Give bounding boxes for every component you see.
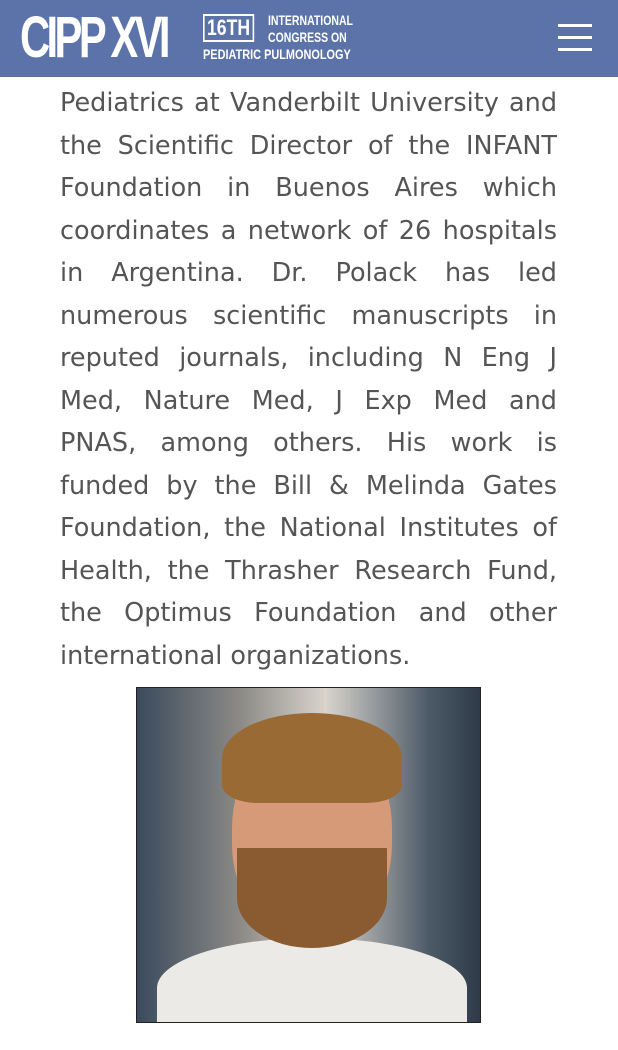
speaker-photo: [136, 687, 481, 1023]
speaker-bio: Pediatrics at Vanderbilt University and the Scientific Director of the INFANT Foundation in Buenos Aires which coordinates a network of 26 hospitals in Argentina. Dr. Polack has led numerous scientific manuscripts in reputed journals, including N Eng J Med, Nature Med, J Exp Med and PNAS, among others. His work is funded by the Bill & Melinda Gates Foundation, the National Institutes of Health, the Thrasher Research Fund, the Optimus Foundation and other international organizations.: [60, 88, 557, 671]
logo-subtitle: [268, 12, 353, 46]
site-header: [0, 0, 618, 77]
logo-line: INTERNATIONAL: [268, 12, 353, 28]
logo-line: PEDIATRIC PULMONOLOGY: [203, 46, 351, 62]
hamburger-menu-icon[interactable]: [558, 24, 592, 52]
logo-edition: 16TH: [203, 14, 254, 42]
logo-line: CONGRESS ON: [268, 29, 347, 45]
logo-title: CIPP XVI: [20, 5, 167, 70]
